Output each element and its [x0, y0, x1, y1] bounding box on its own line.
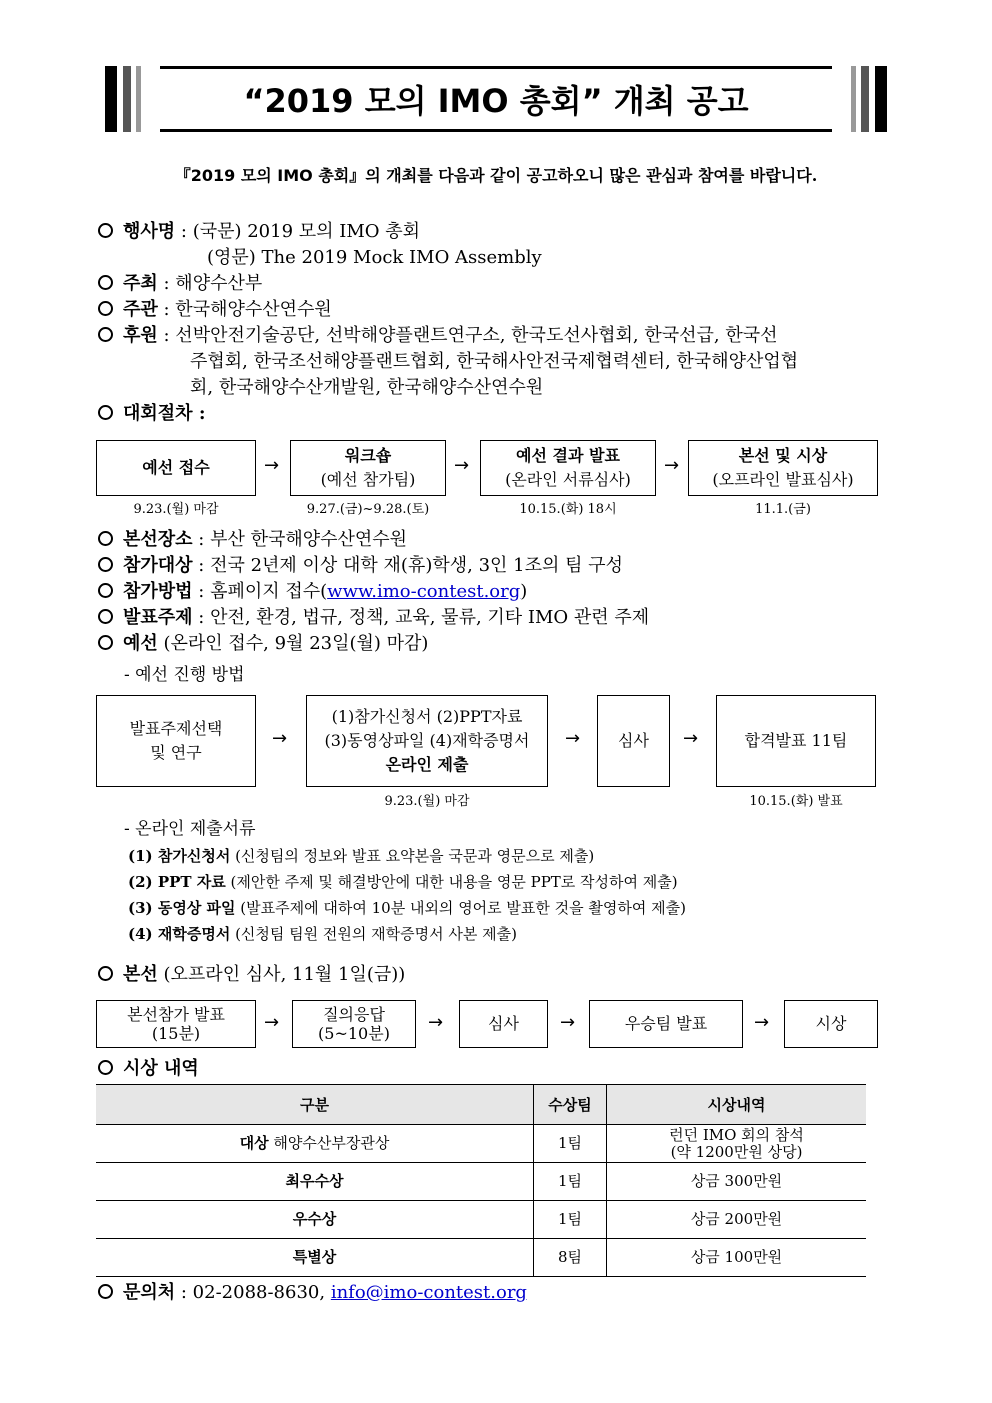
- arrow-right-icon: →: [428, 1012, 444, 1033]
- bullet-icon: [98, 583, 113, 598]
- final-step-box: 우승팀 발표: [589, 1000, 743, 1048]
- bullet-icon: [98, 635, 113, 650]
- bullet-icon: [98, 1060, 113, 1075]
- awards-table: [96, 1084, 866, 1277]
- sponsor-line2: 주협회, 한국조선해양플랜트협회, 한국해사안전국제협력센터, 한국해양산업협: [190, 351, 799, 372]
- bullet-icon: [98, 405, 113, 420]
- bullet-icon: [98, 609, 113, 624]
- arrow-right-icon: →: [454, 455, 470, 476]
- arrow-right-icon: →: [754, 1012, 770, 1033]
- table-row: 최우수상 1팀 상금 300만원: [96, 1163, 866, 1201]
- title-bar-decoration: [105, 66, 117, 132]
- method-row: 참가방법 : 홈페이지 접수(www.imo-contest.org): [98, 579, 527, 605]
- procedure-step-date: 11.1.(금): [755, 502, 811, 517]
- title-bar-decoration: [875, 66, 887, 132]
- table-row: 대상 해양수산부장관상 1팀 런던 IMO 회의 참석 (약 1200만원 상당): [96, 1125, 866, 1163]
- intro-text: 『2019 모의 IMO 총회』의 개최를 다음과 같이 공고하오니 많은 관심과 참여를 바랍니다.: [174, 166, 818, 185]
- awards-heading: 시상 내역: [98, 1056, 199, 1082]
- preliminary-process-heading: - 예선 진행 방법: [124, 665, 245, 685]
- bullet-icon: [98, 275, 113, 290]
- doc-item: (2) PPT 자료 (제안한 주제 및 해결방안에 대한 내용을 영문 PPT로 작성하여 제출): [128, 873, 678, 891]
- table-header: 시상내역: [607, 1085, 867, 1125]
- table-header: 구분: [96, 1085, 534, 1125]
- organizer-row: 주관 : 한국해양수산연수원: [98, 297, 332, 323]
- title-bar-decoration: [861, 66, 869, 132]
- procedure-step-box: 예선 결과 발표 (온라인 서류심사): [480, 440, 656, 496]
- prelim-step-date: 9.23.(월) 마감: [384, 794, 470, 809]
- docs-heading: - 온라인 제출서류: [124, 819, 256, 839]
- page-title: “2019 모의 IMO 총회” 개최 공고: [160, 66, 832, 132]
- final-step-box: 시상: [784, 1000, 878, 1048]
- procedure-step-box: 예선 접수: [96, 440, 256, 496]
- eligibility-row: 참가대상 : 전국 2년제 이상 대학 재(휴)학생, 3인 1조의 팀 구성: [98, 553, 623, 579]
- bullet-icon: [98, 557, 113, 572]
- procedure-step-date: 9.23.(월) 마감: [133, 502, 219, 517]
- procedure-step-date: 10.15.(화) 18시: [519, 502, 617, 517]
- intro-event-name: 2019 모의 IMO 총회: [190, 166, 350, 185]
- arrow-right-icon: →: [264, 455, 280, 476]
- doc-item: (3) 동영상 파일 (발표주제에 대하여 10분 내외의 영어로 발표한 것을 촬영하여 제출): [128, 899, 686, 917]
- doc-item: (4) 재학증명서 (신청팀 팀원 전원의 재학증명서 사본 제출): [128, 925, 517, 943]
- final-row: 본선 (오프라인 심사, 11월 1일(금)): [98, 962, 405, 988]
- bullet-icon: [98, 327, 113, 342]
- topics-row: 발표주제 : 안전, 환경, 법규, 정책, 교육, 물류, 기타 IMO 관련 주제: [98, 605, 649, 631]
- procedure-step-date: 9.27.(금)~9.28.(토): [306, 502, 430, 517]
- table-row: 특별상 8팀 상금 100만원: [96, 1239, 866, 1277]
- sponsor-line3: 회, 한국해양수산개발원, 한국해양수산연수원: [190, 377, 544, 398]
- table-header: 수상팀: [534, 1085, 607, 1125]
- prelim-step-box: 합격발표 11팀: [716, 695, 876, 787]
- prelim-step-box: (1)참가신청서 (2)PPT자료 (3)동영상파일 (4)재학증명서 온라인 제출: [306, 695, 548, 787]
- doc-item: (1) 참가신청서 (신청팀의 정보와 발표 요약본을 국문과 영문으로 제출): [128, 847, 595, 865]
- bullet-icon: [98, 223, 113, 238]
- arrow-right-icon: →: [272, 728, 288, 749]
- bullet-icon: [98, 531, 113, 546]
- prelim-step-date: 10.15.(화) 발표: [749, 794, 843, 809]
- contact-email-link[interactable]: info@imo-contest.org: [330, 1282, 527, 1303]
- final-step-box: 심사: [459, 1000, 548, 1048]
- arrow-right-icon: →: [664, 455, 680, 476]
- final-step-box: 본선참가 발표 (15분): [96, 1000, 256, 1048]
- event-name-row: 행사명 : (국문) 2019 모의 IMO 총회: [98, 219, 420, 245]
- title-banner: [105, 66, 887, 132]
- prelim-step-box: 심사: [597, 695, 670, 787]
- arrow-right-icon: →: [683, 728, 699, 749]
- sponsor-row: 후원 : 선박안전기술공단, 선박해양플랜트연구소, 한국도선사협회, 한국선급, 한국선: [98, 323, 778, 349]
- contact-row: 문의처 : 02-2088-8630, info@imo-contest.org: [98, 1280, 527, 1306]
- bullet-icon: [98, 301, 113, 316]
- venue-row: 본선장소 : 부산 한국해양수산연수원: [98, 527, 407, 553]
- event-name-english: (영문) The 2019 Mock IMO Assembly: [207, 247, 542, 268]
- bullet-icon: [98, 1284, 113, 1299]
- arrow-right-icon: →: [560, 1012, 576, 1033]
- title-bar-decoration: [136, 66, 141, 132]
- preliminary-row: 예선 (온라인 접수, 9월 23일(월) 마감): [98, 631, 428, 657]
- host-row: 주최 : 해양수산부: [98, 271, 262, 297]
- final-step-box: 질의응답 (5~10분): [292, 1000, 416, 1048]
- procedure-step-box: 워크숍 (예선 참가팀): [290, 440, 446, 496]
- title-bar-decoration: [123, 66, 131, 132]
- title-bar-decoration: [851, 66, 856, 132]
- bullet-icon: [98, 966, 113, 981]
- procedure-heading: 대회절차 :: [98, 401, 205, 427]
- arrow-right-icon: →: [264, 1012, 280, 1033]
- table-row: 우수상 1팀 상금 200만원: [96, 1201, 866, 1239]
- arrow-right-icon: →: [565, 728, 581, 749]
- procedure-step-box: 본선 및 시상 (오프라인 발표심사): [688, 440, 878, 496]
- prelim-step-box: 발표주제선택 및 연구: [96, 695, 256, 787]
- homepage-link[interactable]: www.imo-contest.org: [327, 581, 521, 602]
